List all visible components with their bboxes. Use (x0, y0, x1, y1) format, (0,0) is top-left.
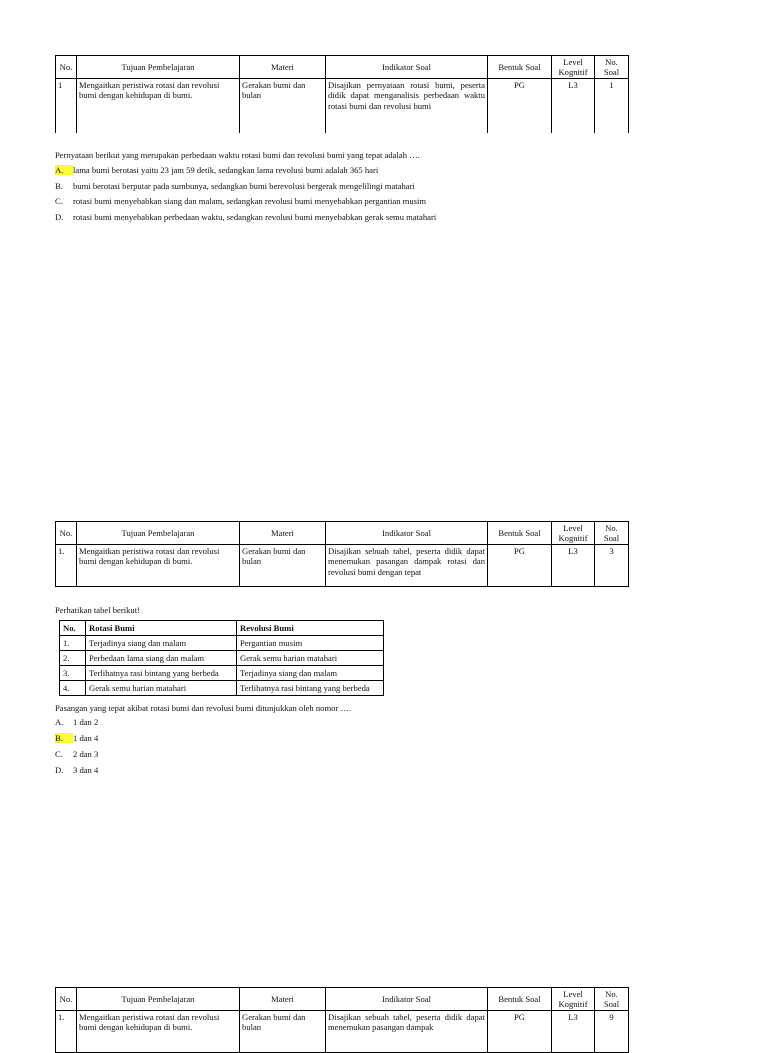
inner-cell: 3. (60, 666, 86, 681)
cell-indikator: Disajikan sebuah tabel, peserta didik dapat menemukan pasangan dampak (326, 1011, 488, 1053)
header-tujuan: Tujuan Pembelajaran (77, 56, 240, 79)
cell-no: 1. (56, 1011, 77, 1053)
inner-header-rotasi: Rotasi Bumi (86, 621, 237, 636)
header-materi: Materi (240, 522, 326, 545)
inner-cell: Gerak semu harian matahari (86, 681, 237, 696)
inner-header-row (60, 621, 384, 636)
header-level: Level Kognitif (552, 988, 595, 1011)
option-2a[interactable] (55, 717, 98, 727)
option-text: 2 dan 3 (73, 749, 99, 759)
option-text: 1 dan 4 (73, 733, 99, 743)
option-text: rotasi bumi menyebabkan perbedaan waktu, sedangkan revolusi bumi menyebabkan gerak semu matahari (73, 212, 437, 222)
spec-table-2 (55, 521, 629, 587)
option-letter: B. (55, 181, 63, 191)
cell-level: L3 (552, 79, 595, 133)
inner-cell: Gerak semu harian matahari (237, 651, 384, 666)
header-bentuk: Bentuk Soal (488, 988, 552, 1011)
spec-table-1-wrap (55, 55, 629, 133)
cell-materi: Gerakan bumi dan bulan (240, 545, 326, 587)
option-1c[interactable] (55, 196, 426, 206)
inner-cell: Terlihatnya rasi bintang yang berbeda (237, 681, 384, 696)
option-text: lama bumi berotasi yaitu 23 jam 59 detik, sedangkan lama revolusi bumi adalah 365 hari (73, 165, 379, 175)
cell-bentuk: PG (488, 545, 552, 587)
spec-row (56, 545, 629, 587)
table-row (60, 636, 384, 651)
cell-tujuan: Mengaitkan peristiwa rotasi dan revolusi bumi dengan kehidupan di bumi. (77, 79, 240, 133)
cell-indikator: Disajikan sebuah tabel, peserta didik dapat menemukan pasangan dampak rotasi dan revolusi bumi dengan tepat (326, 545, 488, 587)
option-1a[interactable] (55, 165, 378, 175)
cell-nosoal: 3 (595, 545, 629, 587)
header-no: No. (56, 56, 77, 79)
option-letter: A. (55, 165, 73, 175)
header-level: Level Kognitif (552, 56, 595, 79)
question-1-text: Pernyataan berikut yang merupakan perbedaan waktu rotasi bumi dan revolusi bumi yang tepat adalah …. (55, 150, 420, 160)
question-2-intro: Perhatikan tabel berikut! (55, 605, 140, 615)
header-materi: Materi (240, 988, 326, 1011)
question-2-text: Pasangan yang tepat akibat rotasi bumi dan revolusi bumi ditunjukkan oleh nomor …. (55, 703, 352, 713)
cell-tujuan: Mengaitkan peristiwa rotasi dan revolusi bumi dengan kehidupan di bumi. (77, 1011, 240, 1053)
option-letter: B. (55, 733, 73, 743)
cell-materi: Gerakan bumi dan bulan (240, 1011, 326, 1053)
inner-cell: Terlihatnya rasi bintang yang berbeda (86, 666, 237, 681)
inner-cell: 2. (60, 651, 86, 666)
option-letter: A. (55, 717, 64, 727)
header-no: No. (56, 522, 77, 545)
cell-materi: Gerakan bumi dan bulan (240, 79, 326, 133)
inner-cell: Pergantian musim (237, 636, 384, 651)
spec-row (56, 1011, 629, 1053)
spec-table-3-wrap (55, 987, 629, 1033)
spec-header-row (56, 988, 629, 1011)
option-2d[interactable] (55, 765, 98, 775)
cell-level: L3 (552, 545, 595, 587)
header-indikator: Indikator Soal (326, 522, 488, 545)
option-text: bumi berotasi berputar pada sumbunya, sedangkan bumi berevolusi bergerak mengelilingi matahari (73, 181, 415, 191)
option-letter: C. (55, 196, 63, 206)
header-indikator: Indikator Soal (326, 56, 488, 79)
spec-table-2-wrap (55, 521, 629, 587)
header-tujuan: Tujuan Pembelajaran (77, 522, 240, 545)
rotation-revolution-table (59, 620, 384, 696)
inner-header-no: No. (60, 621, 86, 636)
cell-no: 1 (56, 79, 77, 133)
cell-bentuk: PG (488, 79, 552, 133)
header-indikator: Indikator Soal (326, 988, 488, 1011)
option-text: 1 dan 2 (73, 717, 99, 727)
option-letter: D. (55, 765, 64, 775)
header-bentuk: Bentuk Soal (488, 522, 552, 545)
header-level: Level Kognitif (552, 522, 595, 545)
spec-table-1 (55, 55, 629, 133)
cell-nosoal: 9 (595, 1011, 629, 1053)
inner-cell: Terjadinya siang dan malam (86, 636, 237, 651)
option-letter: C. (55, 749, 63, 759)
option-text: 3 dan 4 (73, 765, 99, 775)
table-row (60, 651, 384, 666)
inner-cell: Terjadinya siang dan malam (237, 666, 384, 681)
table-row (60, 666, 384, 681)
cell-level: L3 (552, 1011, 595, 1053)
header-nosoal: No. Soal (595, 988, 629, 1011)
header-tujuan: Tujuan Pembelajaran (77, 988, 240, 1011)
header-no: No. (56, 988, 77, 1011)
option-letter: D. (55, 212, 64, 222)
inner-header-revolusi: Revolusi Bumi (237, 621, 384, 636)
inner-cell: 1. (60, 636, 86, 651)
header-nosoal: No. Soal (595, 522, 629, 545)
cell-tujuan: Mengaitkan peristiwa rotasi dan revolusi bumi dengan kehidupan di bumi. (77, 545, 240, 587)
cell-nosoal: 1 (595, 79, 629, 133)
spec-table-3 (55, 987, 629, 1053)
spec-row (56, 79, 629, 133)
option-text: rotasi bumi menyebabkan siang dan malam, sedangkan revolusi bumi menyebabkan pergantian musim (73, 196, 427, 206)
option-1b[interactable] (55, 181, 415, 191)
cell-no: 1. (56, 545, 77, 587)
option-1d[interactable] (55, 212, 436, 222)
header-materi: Materi (240, 56, 326, 79)
table-row (60, 681, 384, 696)
cell-bentuk: PG (488, 1011, 552, 1053)
spec-header-row (56, 56, 629, 79)
inner-cell: 4. (60, 681, 86, 696)
cell-indikator: Disajikan pernyataan rotasi bumi, peserta didik dapat menganalisis perbedaan waktu rotasi bumi dan revolusi bumi (326, 79, 488, 133)
option-2c[interactable] (55, 749, 98, 759)
inner-cell: Perbedaan lama siang dan malam (86, 651, 237, 666)
spec-header-row (56, 522, 629, 545)
header-bentuk: Bentuk Soal (488, 56, 552, 79)
header-nosoal: No. Soal (595, 56, 629, 79)
option-2b[interactable] (55, 733, 98, 743)
